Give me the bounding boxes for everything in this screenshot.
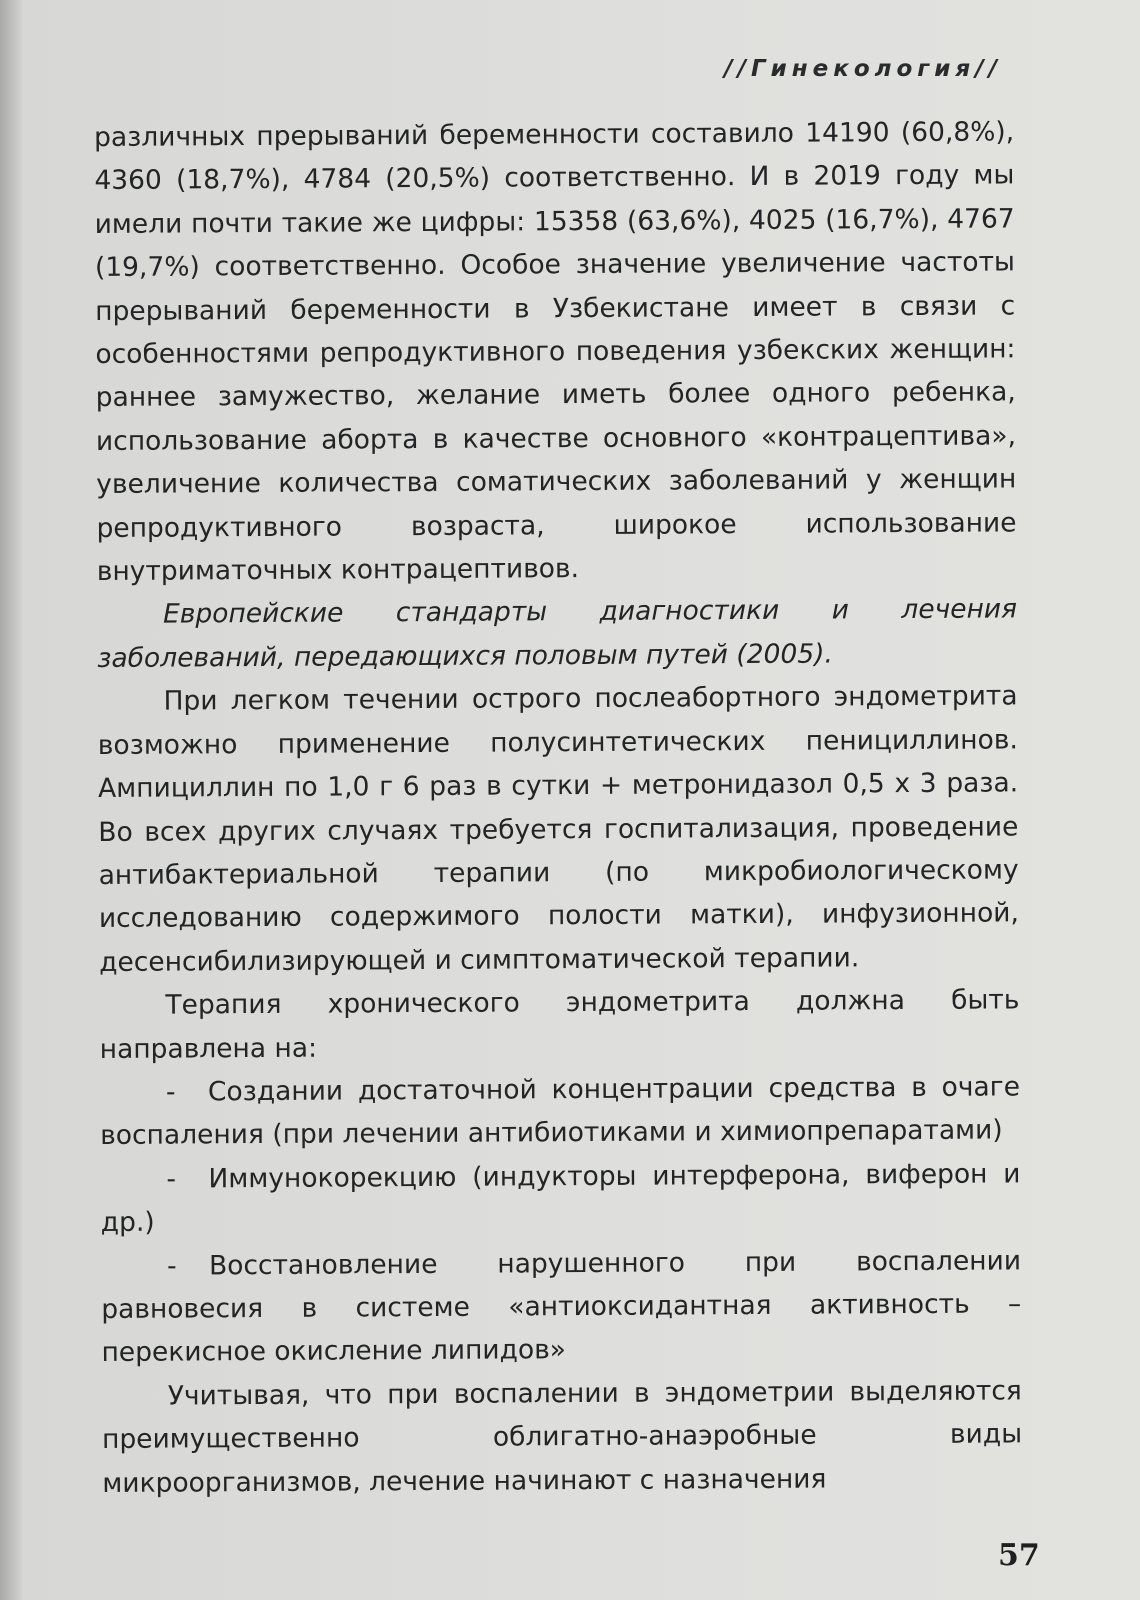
paragraph-acute-endometritis-treatment: При легком течении острого послеабортного эндометрита возможно применение полусинтетических пенициллинов. Ампициллин по 1,0 г 6 раз в сутки + метронидазол 0,5 х 3 раза. Во всех других случаях требуется госпитализация, проведение антибактериальной терапии (по микробиологическому исследованию содержимого полости матки), инфузионной, десенсибилизирующей и симптоматической терапии. bbox=[97, 680, 1019, 978]
book-page bbox=[22, 0, 1140, 1600]
running-header: //Гинекология// bbox=[724, 56, 1002, 82]
paragraph-european-standards-title: Европейские стандарты диагностики и лечения заболеваний, передающихся половым путей (2005). bbox=[97, 593, 1018, 674]
list-item bbox=[100, 1152, 1021, 1244]
page-body bbox=[94, 110, 1022, 1505]
list-item-text: Создании достаточной концентрации средства в очаге воспаления (при лечении антибиотиками и химиопрепаратами) bbox=[100, 1071, 1021, 1152]
list-item-text: Иммунокорекцию (индукторы интерферона, виферон и др.) bbox=[100, 1158, 1021, 1239]
list-dash: - bbox=[166, 1250, 177, 1282]
page-number: 57 bbox=[998, 1538, 1040, 1573]
page-gutter-shadow bbox=[0, 0, 22, 1600]
list-dash: - bbox=[165, 1076, 176, 1108]
list-dash: - bbox=[166, 1163, 177, 1195]
list-item bbox=[101, 1239, 1022, 1375]
paragraph-anaerobic-treatment: Учитывая, что при воспалении в эндометрии выделяются преимущественно облигатно-анаэробные виды микроорганизмов, лечение начинают с назначения bbox=[101, 1375, 1023, 1499]
paragraph-chronic-endometritis-intro: Терапия хронического эндометрита должна быть направлена на: bbox=[99, 984, 1020, 1065]
paragraph-abortion-statistics: различных прерываний беременности составило 14190 (60,8%), 4360 (18,7%), 4784 (20,5%) соответственно. И в 2019 году мы имели почти такие же цифры: 15358 (63,6%), 4025 (16,7%), 4767 (19,7%) соответственно. Особое значение увеличение частоты прерываний беременности в Узбекистане имеет в связи с особенностями репродуктивного поведения узбекских женщин: раннее замужество, желание иметь более одного ребенка, использование аборта в качестве основного «контрацептива», увеличение количества соматических заболеваний у женщин репродуктивного возраста, широкое использование внутриматочных контрацептивов. bbox=[94, 116, 1017, 588]
list-item bbox=[100, 1065, 1021, 1157]
list-item-text: Восстановление нарушенного при воспалении равновесия в системе «антиоксидантная активность – перекисное окисление липидов» bbox=[101, 1244, 1022, 1369]
